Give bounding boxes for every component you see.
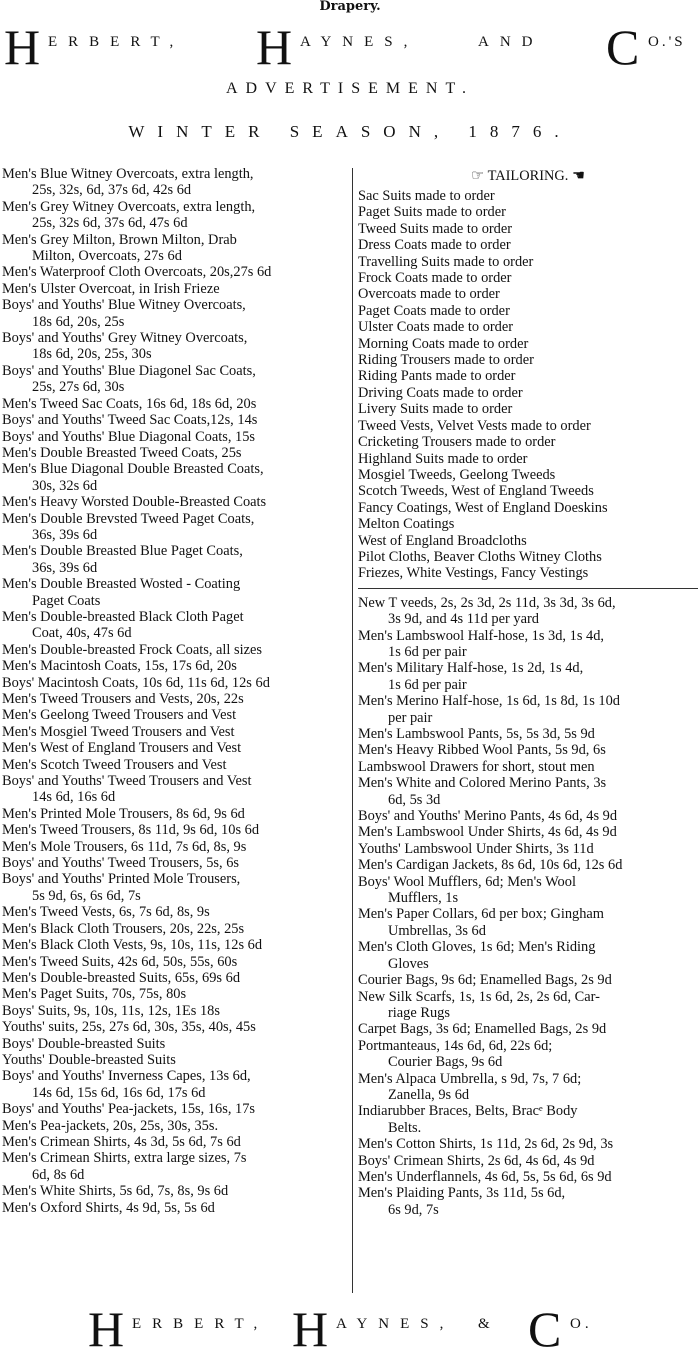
- tailoring-item: Sac Suits made to order: [358, 188, 495, 204]
- left_column-entry: Boys' and Youths' Blue Diagonel Sac Coats, 25s, 27s 6d, 30s: [2, 362, 256, 396]
- tailoring-item: Fancy Coatings, West of England Doeskins: [358, 499, 608, 516]
- left_column-entry: Youths' Double-breasted Suits: [2, 1051, 176, 1068]
- tailoring-item: Frock Coats made to order: [358, 270, 512, 287]
- firm-word-co: O.'S: [648, 34, 686, 50]
- left_column-entry: Boys' Suits, 9s, 10s, 11s, 12s, 1Es 18s: [2, 1002, 220, 1019]
- left_column-entry: Men's Macintosh Coats, 15s, 17s 6d, 20s: [2, 658, 237, 675]
- left-column: [2, 166, 348, 1216]
- pointing-hand-icon: ☞: [471, 168, 488, 184]
- left_column-entry: Boys' Double-breasted Suits: [2, 1035, 166, 1052]
- right_column-entry: Lambswool Drawers for short, stout men: [358, 758, 595, 775]
- right_column-entry: Men's Plaiding Pants, 3s 11d, 5s 6d, 6s 9d, 7s: [358, 1185, 566, 1218]
- right_column-entry: New T veeds, 2s, 2s 3d, 2s 11d, 3s 3d, 3s 6d, 3s 9d, and 4s 11d per yard: [358, 594, 616, 628]
- left_column-entry: Boys' and Youths' Grey Witney Overcoats, 18s 6d, 20s, 25s, 30s: [2, 330, 248, 363]
- left_column-entry: Men's Tweed Trousers and Vests, 20s, 22s: [2, 691, 244, 707]
- tailoring-item: Dress Coats made to order: [358, 237, 511, 254]
- footer-cap-c: C: [528, 1301, 562, 1357]
- right_column-entry: New Silk Scarfs, 1s, 1s 6d, 2s, 2s 6d, Car- riage Rugs: [358, 988, 600, 1021]
- tailoring-item: Riding Pants made to order: [358, 368, 516, 385]
- tailoring-item: Overcoats made to order: [358, 286, 500, 303]
- left_column-entry: Boys' and Youths' Tweed Sac Coats,12s, 14s: [2, 412, 258, 429]
- left_column-entry: Men's Double Breasted Wosted - Coating Paget Coats: [2, 576, 241, 609]
- right_column-entry: Men's Lambswool Under Shirts, 4s 6d, 4s 9d: [358, 824, 617, 841]
- right_column-entry: Youths' Lambswool Under Shirts, 3s 11d: [358, 840, 594, 857]
- tailoring-item: Morning Coats made to order: [358, 335, 529, 352]
- firm-word-haynes: AYNES,: [300, 34, 419, 50]
- tailoring-item: Riding Trousers made to order: [358, 352, 534, 369]
- left_column-entry: Men's Tweed Trousers, 8s 11d, 9s 6d, 10s 6d: [2, 822, 260, 839]
- tailoring-item: Scotch Tweeds, West of England Tweeds: [358, 483, 594, 500]
- right_column-entry: Men's Paper Collars, 6d per box; Gingham Umbrellas, 3s 6d: [358, 906, 604, 939]
- right_column-entry: Men's Lambswool Half-hose, 1s 3d, 1s 4d, 1s 6d per pair: [358, 627, 605, 660]
- left_column-entry: Men's Blue Witney Overcoats, extra length, 25s, 32s, 6d, 37s 6d, 42s 6d: [2, 166, 254, 199]
- right-column: [358, 166, 698, 1218]
- left_column-entry: Men's Mosgiel Tweed Trousers and Vest: [2, 723, 235, 740]
- right_column-entry: Men's White and Colored Merino Pants, 3s 6d, 5s 3d: [358, 775, 607, 808]
- left_column-entry: Boys' and Youths' Printed Mole Trousers, 5s 9d, 6s, 6s 6d, 7s: [2, 871, 241, 904]
- left_column-entry: Men's Double-breasted Frock Coats, all sizes: [2, 641, 262, 658]
- right_column-entry: Carpet Bags, 3s 6d; Enamelled Bags, 2s 9d: [358, 1021, 607, 1038]
- left_column-entry: Men's Double-breasted Suits, 65s, 69s 6d: [2, 969, 241, 986]
- right_column-entry: Boys' Crimean Shirts, 2s 6d, 4s 6d, 4s 9d: [358, 1152, 595, 1169]
- firm-name-footer: [0, 1300, 700, 1357]
- left_column-entry: Men's Blue Diagonal Double Breasted Coats, 30s, 32s 6d: [2, 461, 264, 494]
- firm-word-and: AND: [478, 34, 544, 50]
- left_column-entry: Men's Scotch Tweed Trousers and Vest: [2, 756, 227, 773]
- left_column-entry: Men's Crimean Shirts, extra large sizes, 7s 6d, 8s 6d: [2, 1150, 247, 1183]
- tailoring-item: Tweed Suits made to order: [358, 220, 513, 237]
- tailoring-item: Paget Coats made to order: [358, 302, 510, 319]
- left_column-entry: Men's Crimean Shirts, 4s 3d, 5s 6d, 7s 6d: [2, 1133, 241, 1150]
- right_column-entry: Courier Bags, 9s 6d; Enamelled Bags, 2s 9d: [358, 972, 612, 989]
- left_column-entry: Men's Paget Suits, 70s, 75s, 80s: [2, 986, 187, 1003]
- left_column-entry: Men's Heavy Worsted Double-Breasted Coats: [2, 494, 267, 511]
- left_column-entry: Boys' Macintosh Coats, 10s 6d, 11s 6d, 12s 6d: [2, 674, 270, 691]
- footer-ampersand: &: [478, 1316, 501, 1332]
- section-rule: [358, 588, 698, 589]
- left_column-entry: Men's Pea-jackets, 20s, 25s, 30s, 35s.: [2, 1117, 219, 1134]
- tailoring-heading: ☞ TAILORING. ☚: [471, 168, 585, 184]
- footer-word-co: O.: [570, 1316, 593, 1332]
- right_column-entry: Men's Heavy Ribbed Wool Pants, 5s 9d, 6s: [358, 742, 606, 759]
- tailoring-item: Livery Suits made to order: [358, 401, 513, 418]
- left_column-entry: Men's Black Cloth Vests, 9s, 10s, 11s, 12s 6d: [2, 937, 263, 954]
- right_column-entry: Men's Merino Half-hose, 1s 6d, 1s 8d, 1s 10d per pair: [358, 693, 621, 726]
- drop-cap-h: H: [4, 19, 41, 75]
- right_column-entry: Indiarubber Braces, Belts, Bracᵉ Body Belts.: [358, 1103, 578, 1136]
- tailoring-item: Highland Suits made to order: [358, 450, 528, 467]
- right_column-entry: Men's Alpaca Umbrella, s 9d, 7s, 7 6d; Zanella, 9s 6d: [358, 1070, 582, 1103]
- tailoring-item: Pilot Cloths, Beaver Cloths Witney Cloths: [358, 548, 602, 565]
- footer-cap-h: H: [88, 1301, 125, 1357]
- tailoring-list: [358, 188, 698, 582]
- column-divider: [352, 168, 353, 1293]
- tailoring-item: Mosgiel Tweeds, Geelong Tweeds: [358, 466, 556, 483]
- left_column-entry: Men's Double Breasted Tweed Coats, 25s: [2, 444, 242, 461]
- drop-cap-h-2: H: [256, 19, 293, 75]
- footer-word-haynes: AYNES,: [336, 1316, 455, 1332]
- left_column-entry: Men's Printed Mole Trousers, 8s 6d, 9s 6d: [2, 805, 245, 822]
- left_column-entry: Men's Grey Witney Overcoats, extra length, 25s, 32s 6d, 37s 6d, 47s 6d: [2, 198, 256, 232]
- right_column-entry: Men's Lambswool Pants, 5s, 5s 3d, 5s 9d: [358, 726, 595, 742]
- footer-cap-h-2: H: [292, 1301, 329, 1357]
- tailoring-item: Friezes, White Vestings, Fancy Vestings: [358, 565, 589, 582]
- left_column-entry: Men's Double-breasted Black Cloth Paget Coat, 40s, 47s 6d: [2, 608, 244, 642]
- season-title: WINTER SEASON, 1876.: [128, 122, 572, 141]
- left_column-entry: Boys' and Youths' Blue Witney Overcoats, 18s 6d, 20s, 25s: [2, 297, 246, 330]
- drop-cap-c: C: [606, 19, 640, 75]
- tailoring-item: Cricketing Trousers made to order: [358, 434, 556, 451]
- firm-name-heading: [0, 20, 700, 80]
- left_column-entry: Boys' and Youths' Tweed Trousers and Vest 14s 6d, 16s 6d: [2, 773, 252, 806]
- left_column-entry: Men's White Shirts, 5s 6d, 7s, 8s, 9s 6d: [2, 1183, 229, 1200]
- left_column-entry: Men's Tweed Suits, 42s 6d, 50s, 55s, 60s: [2, 953, 238, 970]
- right_column-entry: Boys' Wool Mufflers, 6d; Men's Wool Mufflers, 1s: [358, 873, 576, 907]
- left_column-entry: Men's Waterproof Cloth Overcoats, 20s,27s 6d: [2, 264, 272, 281]
- left_column-entry: Boys' and Youths' Pea-jackets, 15s, 16s, 17s: [2, 1101, 256, 1118]
- left_column-entry: Boys' and Youths' Blue Diagonal Coats, 15s: [2, 428, 256, 445]
- tailoring-item: Paget Suits made to order: [358, 204, 506, 221]
- advertisement-title: ADVERTISEMENT.: [225, 80, 475, 97]
- tailoring-item: Ulster Coats made to order: [358, 319, 514, 336]
- left_column-entry: Men's Grey Milton, Brown Milton, Drab Milton, Overcoats, 27s 6d: [2, 231, 237, 265]
- left_column-entry: Men's Double Brevsted Tweed Paget Coats, 36s, 39s 6d: [2, 510, 255, 543]
- left_column-entry: Men's Mole Trousers, 6s 11d, 7s 6d, 8s, 9s: [2, 838, 247, 855]
- tailoring-item: West of England Broadcloths: [358, 532, 527, 549]
- left_column-entry: Youths' suits, 25s, 27s 6d, 30s, 35s, 40s, 45s: [2, 1019, 256, 1036]
- tailoring-item: Tweed Vests, Velvet Vests made to order: [358, 417, 591, 434]
- right_column-entry: Men's Cloth Gloves, 1s 6d; Men's Riding Gloves: [358, 939, 596, 972]
- hosiery-list: [358, 595, 698, 1218]
- pointing-hand-icon-right: ☚: [568, 168, 585, 184]
- tailoring-item: Melton Coatings: [358, 516, 455, 533]
- left_column-entry: Men's West of England Trousers and Vest: [2, 740, 242, 757]
- footer-word-herbert: ERBERT,: [132, 1316, 269, 1332]
- firm-word-herbert: ERBERT,: [48, 34, 185, 50]
- left_column-entry: Men's Geelong Tweed Trousers and Vest: [2, 707, 237, 724]
- left_column-entry: Men's Ulster Overcoat, in Irish Frieze: [2, 280, 220, 297]
- left_column-entry: Men's Tweed Vests, 6s, 7s 6d, 8s, 9s: [2, 904, 210, 921]
- left_column-entry: Men's Black Cloth Trousers, 20s, 22s, 25s: [2, 920, 245, 937]
- left_column-entry: Men's Oxford Shirts, 4s 9d, 5s, 5s 6d: [2, 1199, 215, 1216]
- left_column-entry: Boys' and Youths' Inverness Capes, 13s 6d, 14s 6d, 15s 6d, 16s 6d, 17s 6d: [2, 1068, 251, 1101]
- right_column-entry: Boys' and Youths' Merino Pants, 4s 6d, 4s 9d: [358, 808, 618, 825]
- right_column-entry: Portmanteaus, 14s 6d, 6d, 22s 6d; Courier Bags, 9s 6d: [358, 1037, 553, 1071]
- right_column-entry: Men's Cotton Shirts, 1s 11d, 2s 6d, 2s 9d, 3s: [358, 1136, 614, 1153]
- section-heading: Drapery.: [319, 0, 381, 14]
- tailoring-item: Travelling Suits made to order: [358, 253, 534, 270]
- left_column-entry: Boys' and Youths' Tweed Trousers, 5s, 6s: [2, 855, 240, 872]
- right_column-entry: Men's Military Half-hose, 1s 2d, 1s 4d, 1s 6d per pair: [358, 660, 584, 693]
- left_column-entry: Men's Tweed Sac Coats, 16s 6d, 18s 6d, 20s: [2, 395, 257, 412]
- right_column-entry: Men's Underflannels, 4s 6d, 5s, 5s 6d, 6s 9d: [358, 1168, 612, 1185]
- tailoring-item: Driving Coats made to order: [358, 384, 523, 401]
- left_column-entry: Men's Double Breasted Blue Paget Coats, 36s, 39s 6d: [2, 543, 243, 576]
- right_column-entry: Men's Cardigan Jackets, 8s 6d, 10s 6d, 12s 6d: [358, 857, 623, 874]
